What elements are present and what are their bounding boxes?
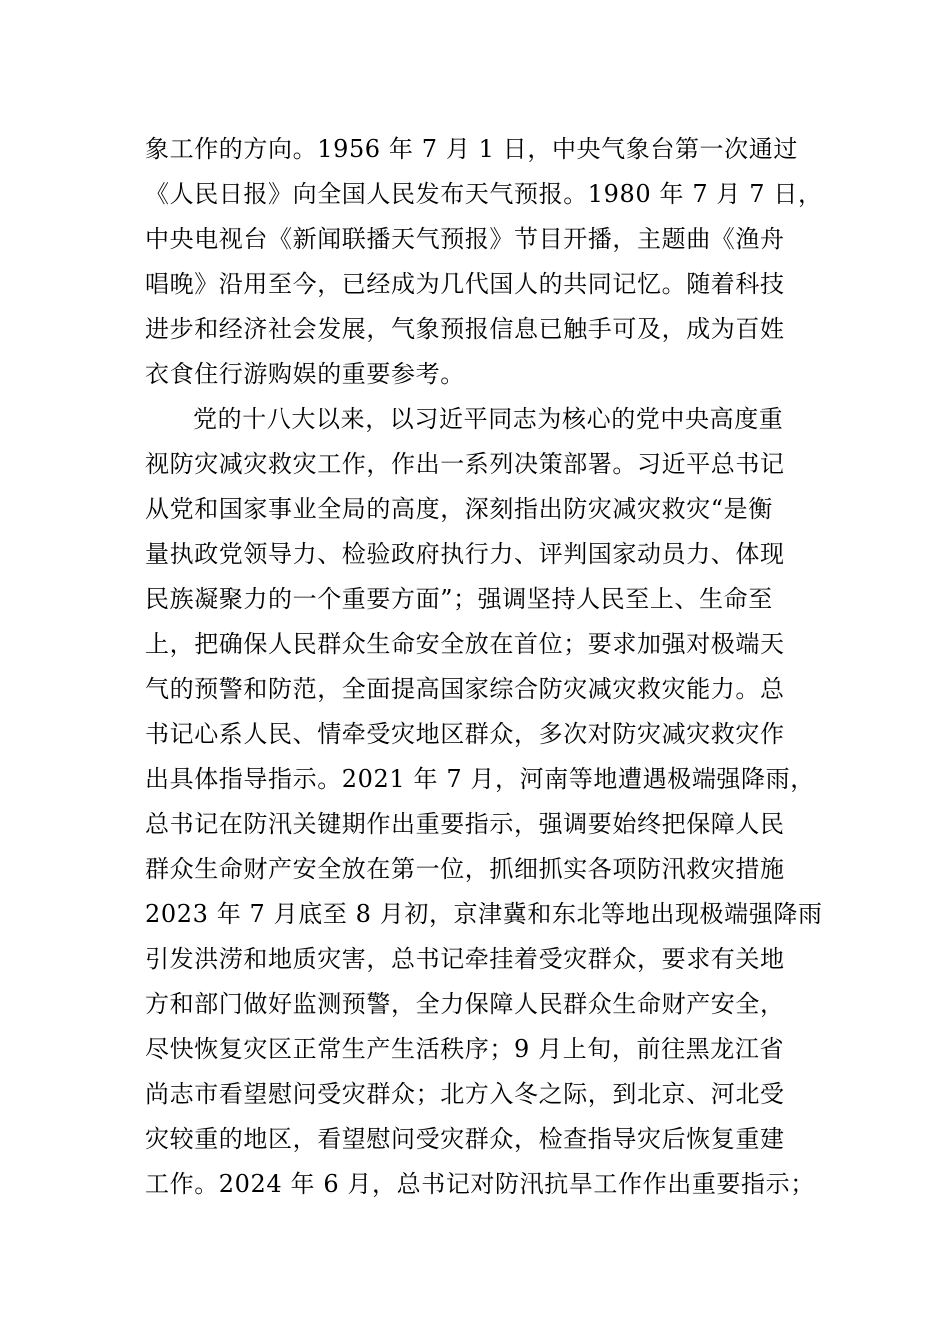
paragraph-start-line: 党的十八大以来，以习近平同志为核心的党中央高度重 [193, 405, 784, 433]
text-line: 象工作的方向。1956 年 7 月 1 日，中央气象台第一次通过 [145, 135, 798, 163]
text-line: 工作。2024 年 6 月，总书记对防汛抗旱工作作出重要指示； [145, 1170, 815, 1198]
text-line: 气的预警和防范，全面提高国家综合防灾减灾救灾能力。总 [145, 675, 785, 703]
text-line: 群众生命财产安全放在第一位，抓细抓实各项防汛救灾措施 [145, 855, 785, 883]
text-line: 唱晚》沿用至今，已经成为几代国人的共同记忆。随着科技 [145, 270, 785, 298]
text-line: 尚志市看望慰问受灾群众；北方入冬之际，到北京、河北受 [145, 1080, 785, 1108]
text-line: 中央电视台《新闻联播天气预报》节目开播，主题曲《渔舟 [145, 225, 785, 253]
text-line: 引发洪涝和地质灾害，总书记牵挂着受灾群众，要求有关地 [145, 945, 785, 973]
text-line: 《人民日报》向全国人民发布天气预报。1980 年 7 月 7 日， [145, 180, 823, 208]
text-line: 出具体指导指示。2021 年 7 月，河南等地遭遇极端强降雨， [145, 765, 815, 793]
text-line: 书记心系人民、情牵受灾地区群众，多次对防灾减灾救灾作 [145, 720, 785, 748]
text-line: 方和部门做好监测预警，全力保障人民群众生命财产安全， [145, 990, 785, 1018]
text-line: 灾较重的地区，看望慰问受灾群众，检查指导灾后恢复重建 [145, 1125, 785, 1153]
text-line: 视防灾减灾救灾工作，作出一系列决策部署。习近平总书记 [145, 450, 785, 478]
text-line: 进步和经济社会发展，气象预报信息已触手可及，成为百姓 [145, 315, 785, 343]
text-line: 从党和国家事业全局的高度，深刻指出防灾减灾救灾“是衡 [145, 495, 773, 523]
text-line: 上，把确保人民群众生命安全放在首位；要求加强对极端天 [145, 630, 785, 658]
text-line: 尽快恢复灾区正常生产生活秩序；9 月上旬，前往黑龙江省 [145, 1035, 785, 1063]
text-line: 民族凝聚力的一个重要方面”；强调坚持人民至上、生命至 [145, 585, 773, 613]
text-line: 总书记在防汛关键期作出重要指示，强调要始终把保障人民 [145, 810, 785, 838]
text-line: 2023 年 7 月底至 8 月初，京津冀和东北等地出现极端强降雨 [145, 900, 823, 928]
body-text [145, 127, 823, 1207]
text-line: 量执政党领导力、检验政府执行力、评判国家动员力、体现 [145, 540, 785, 568]
text-line: 衣食住行游购娱的重要参考。 [145, 360, 465, 388]
